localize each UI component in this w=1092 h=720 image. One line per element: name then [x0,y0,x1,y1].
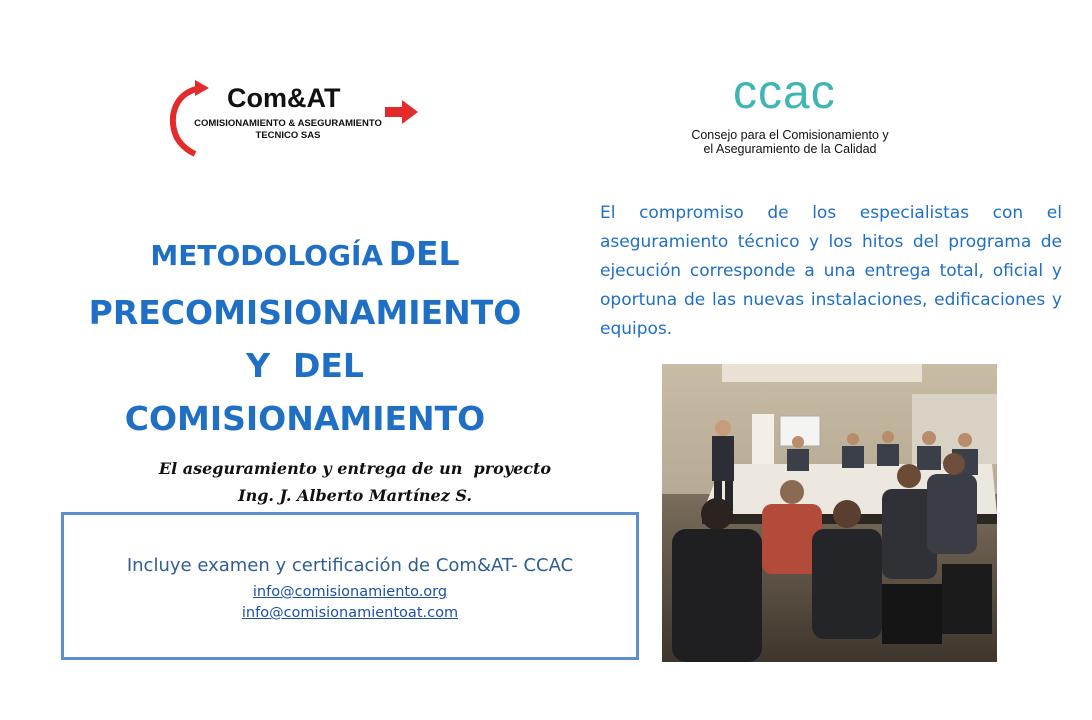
right-arrow-icon [385,100,419,124]
title-line3: Y DEL [246,346,364,385]
subtitle [95,455,615,509]
comat-logo-name: Com&AT [227,83,341,113]
ccac-logo-word: ccac [733,66,836,119]
ccac-logo-subtitle [680,128,900,156]
meeting-photo-illustration [662,364,997,662]
certification-text: Incluye examen y certificación de Com&AT- CCAC [126,555,574,576]
info-box [61,512,639,660]
title-line1-word1: METODOLOGÍA [150,239,384,272]
title-line2: PRECOMISIONAMIENTO [88,293,522,332]
meeting-photo [662,364,997,662]
comat-subtitle-line1: COMISIONAMIENTO & ASEGURAMIENTO [194,118,382,129]
page-title [60,227,550,445]
email-link-2[interactable]: info@comisionamientoat.com [241,605,459,621]
subtitle-author: Ing. J. Alberto Martínez S. [238,486,472,505]
subtitle-line1: El aseguramiento y entrega de un proyecto [158,459,552,478]
title-line1-word2: DEL [388,234,460,273]
ccac-subtitle-line1: Consejo para el Comisionamiento y [691,128,889,142]
comat-logo [165,78,425,158]
email-link-1[interactable]: info@comisionamiento.org [252,584,448,600]
comat-subtitle-line2: TECNICO SAS [255,130,321,141]
intro-paragraph: El compromiso de los especialistas con el aseguramiento técnico y los hitos del programa de ejecución corresponde a una entrega total, oficial y oportuna de las nuevas instalaciones, edificaciones y equipos. [600,203,1062,339]
ccac-logo [680,66,900,166]
ccac-subtitle-line2: el Aseguramiento de la Calidad [703,142,877,156]
comat-logo-subtitle [193,118,383,142]
title-line4: COMISIONAMIENTO [124,399,486,438]
title-line1 [60,227,550,286]
